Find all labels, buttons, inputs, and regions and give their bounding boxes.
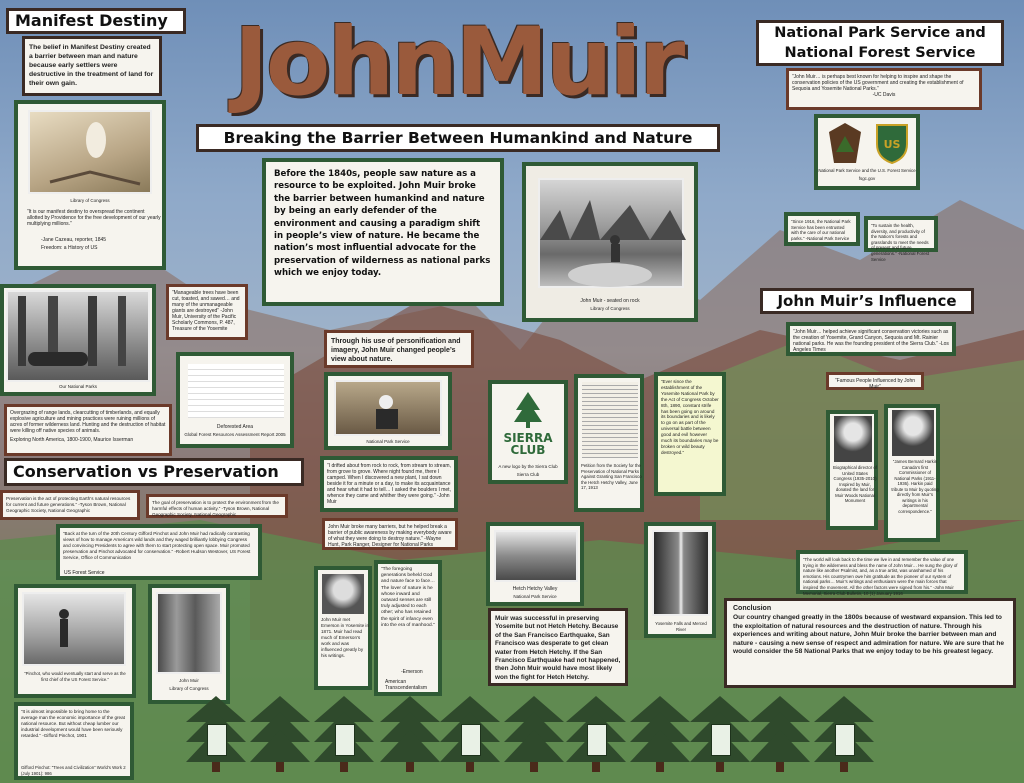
intro-panel — [262, 158, 504, 306]
emerson-text: John Muir met Emerson in Yosemite in 1871. Muir had read much of Emerson’s work and was influenced greatly by his writings. — [321, 617, 370, 658]
influence-heading: John Muir’s Influence — [760, 288, 974, 314]
conclusion-text: Our country changed greatly in the 1800s because of westward expansion. This led to the exploitation of natural resources and the destruction of nature. Through his experiences and writing about nature, John Muir broke the barrier between man and nature - causing a new sense of respect and admiration for nature. We are sure that he would consider the 58 National Parks that we enjoy today to be his greatest legacy. — [733, 614, 1005, 656]
deforested-source: Global Forest Resources Assessment Report 2005 — [184, 432, 286, 437]
conclusion-heading: Conclusion — [733, 605, 772, 612]
rock-to-rock-quote: “I drifted about from rock to rock, from stream to stream, from grove to grove. Where night found me, there I camped. When I discovered a new plant, I sat down beside it for a minute or a day, to make its acquaintance and hear what it had to tell… I asked the boulders I met, whence they came and whither they were going.” -John Muir — [327, 463, 451, 505]
kent-portrait — [834, 416, 872, 462]
famous-people-heading: “Famous People Influenced by John Muir” — [826, 372, 924, 390]
hetch-hetchy-photo-card — [486, 522, 584, 606]
painting-caption: Library of Congress — [70, 198, 110, 203]
emerson-portrait — [322, 574, 364, 614]
managed-trees-quote: “Manageable trees have been cut, toasted, and sawed… and many of the unmanageable giants are destroyed” -John Muir, University of the Pacific Scholarly Commons, P. 487, Treasure of the Yosemite — [166, 284, 248, 340]
kent-card — [826, 410, 878, 530]
logging-caption: Our National Parks — [58, 384, 97, 389]
logos-caption: National Park Service and the U.S. Forest Service — [818, 168, 916, 173]
manifest-destiny-heading: Manifest Destiny — [6, 8, 186, 34]
overgrazing-cite: Exploring North America, 1800-1900, Maurice Isserman — [10, 437, 134, 443]
yosemite-strife-quote: “Ever since the establishment of the Yosemite National Park by the Act of Congress October 8th, 1890, constant strife has been going on around its boundaries and is likely to go on as part of the universal battle between good and evil however much its boundaries may be broken or wild beauty destroyed.” — [661, 379, 719, 455]
pinchot-photo — [22, 592, 126, 666]
hetch-hetchy-body: Muir was successful in preserving Yosemite but not Hetch Hetchy. Because of the San Francisco Earthquake, San Francisco was desperate to get clean water from Hetch Hetchy. If the San Francisco Earthquake had not happened, then John Muir would have most likely won the fight for Hetch Hetchy. — [495, 615, 621, 681]
kent-text: Biographical director of United States Congress (1935-2010) Inspired by Muir, donated the land for Muir Woods National Monument — [833, 465, 877, 503]
muir-forest-source: Library of Congress — [169, 686, 209, 691]
petition-caption: Petition from the Society for the Preservation of National Parks Against Granting San Francisco the Hetch Hetchy Valley, June 17, 1913 — [581, 463, 642, 491]
logos-source: fsgc.gov — [858, 176, 876, 181]
hetch-source: National Park Service — [513, 594, 557, 599]
nps-nfs-logos-card — [814, 114, 920, 190]
petition-card — [574, 374, 644, 512]
svg-text:US: US — [883, 138, 901, 151]
nps-since-1916: “Since 1916, the National Park Service has been entrusted with the care of our national parks.” -National Park Service — [784, 212, 860, 246]
subtitle-banner: Breaking the Barrier Between Humankind and Nature — [196, 124, 720, 152]
la-times-quote: “John Muir… helped achieve significant conservation victories such as the creation of Yosemite, Grand Canyon, Sequoia and Mt. Rainier national parks. He was the founding president of the Sierra Club.” -Los Angeles Times — [786, 322, 956, 356]
nps-nfs-heading — [756, 20, 1004, 66]
muir-seated-photo — [538, 178, 684, 288]
emerson-quote: “The foregoing generations beheld God and nature face to face… The lover of nature is he whose inward and outward senses are still truly adjusted to each other; who has retained the spirit of infancy even into the era of manhood.” — [381, 567, 435, 628]
sierra-club-logo-text: SIERRA CLUB — [503, 431, 553, 457]
turn-of-century-text: “Back at the turn of the 20th Century Gifford Pinchot and John Muir had radically contrasting views of how to manage America’s wild lands and they waged brilliantly lobbying Congress and convincing Presidents to agree with them to start protecting open space. Muir promoted preservation and Pinchot advocated for conservation.” -Robert Hudson Westover, US Forest Service, Office of Communication — [63, 531, 251, 560]
hetch-hetchy-photo — [494, 530, 578, 582]
deforested-caption: Deforested Area — [216, 424, 254, 430]
hetch-hetchy-text — [488, 608, 628, 686]
emerson-quote-card — [374, 560, 442, 696]
harkin-card — [884, 404, 940, 542]
rock-landscape-icon — [540, 180, 686, 290]
pinchot-lumber-source: Gifford Pinchot: “Trees and Civilization” World’s Work 2 (July 1901): 986 — [21, 765, 126, 776]
logged-trees-icon — [8, 292, 152, 384]
uc-davis-quote — [786, 68, 982, 110]
conservation-heading: Conservation vs Preservation — [4, 458, 304, 486]
writing-figure-icon — [336, 382, 444, 438]
muir-forest-caption: John Muir — [179, 678, 199, 683]
personification-heading: Through his use of personification and imagery, John Muir changed people’s view about nature. — [324, 330, 474, 368]
world-look-back-quote: “The world will look back to the time we live in and remember the value of one trying in the wilderness and bless the name of John Muir… He sung the glory of nature like another Psalmist, and, as a true artist, was unashamed of his emotions. His countrymen owe him gratitude as the pioneer of our system of national parks… Muir’s writings and enthusiasm were the main forces that inspired the movement. All the other factors were signed from his.” -John Muir Memorial, Sierra Club Bulletin, 10 (1) January 1916 — [796, 550, 968, 594]
deforested-table-image — [188, 364, 284, 418]
manifest-quote: “It is our manifest destiny to overspread the continent allotted by Providence for the free development of our yearly multiplying millions.” — [27, 209, 161, 227]
uc-davis-cite: -UC Davis — [872, 92, 896, 98]
petition-document-image — [582, 382, 638, 458]
preservation-definition: Preservation is the act of protecting Earth’s natural resources for current and future generations.” -Tyson Brown, National Geographic Society, National Geographic — [0, 490, 140, 520]
preservation-goal: The goal of preservation is to protect the environment from the harmful effects of human activity.” -Tyson Brown, National Geographic Society, National Geographic — [146, 494, 288, 518]
nps-arrowhead-icon — [828, 122, 862, 164]
american-progress-painting — [28, 110, 152, 194]
logging-photo-card — [0, 284, 156, 396]
uc-davis-quote-text: “John Muir… is perhaps best known for helping to inspire and shape the conservation policies of the US government and creating the establishment of Sequoia and Yosemite National Parks.” — [792, 74, 964, 92]
deforested-card — [176, 352, 294, 448]
muir-desk-photo — [334, 380, 442, 436]
nfs-mission: “To sustain the health, diversity, and productivity of the Nation’s forests and grasslands to meet the needs of present and future generations.” -National Forest Service — [864, 216, 938, 252]
emerson-quote-cite: -Emerson — [401, 669, 423, 675]
pinchot-caption: “Pinchot, who would eventually start and serve as the first chief of the US Forest Service.” — [24, 671, 126, 682]
pinchot-lumber-quote — [14, 702, 134, 780]
nps-nfs-heading-text: National Park Service and National Forest Service — [774, 25, 986, 61]
sierra-logo-source: Sierra Club — [516, 472, 540, 477]
logging-photo — [6, 290, 150, 382]
falls-caption: Yosemite Falls and Merced River — [655, 621, 707, 632]
us-forest-service-label: US Forest Service — [64, 570, 105, 576]
pinchot-figure-icon — [24, 594, 128, 668]
muir-forest-photo — [156, 592, 222, 674]
emerson-card — [314, 566, 372, 690]
rock-source: Library of Congress — [590, 306, 630, 311]
yosemite-falls-card — [644, 522, 716, 638]
emerson-quote-source: American Transcendentalism — [385, 679, 428, 691]
us-forest-service-shield-icon — [874, 122, 910, 164]
harkin-portrait — [892, 410, 934, 456]
painting-figure-icon — [30, 112, 154, 196]
muir-desk-photo-card — [324, 372, 452, 450]
yosemite-strife-card — [654, 372, 726, 496]
conclusion-panel — [724, 598, 1016, 688]
manifest-belief-text: The belief in Manifest Destiny created a barrier between man and nature because early settlers were destructive in the treatment of land for their own gain. — [22, 36, 162, 96]
overgrazing-body: Overgrazing of range lands, clearcutting of timberlands, and equally explosive agriculture and mining practices were ruining millions of acres of former wilderness land. Hunting and the destruction of habitat were killing off native species of animals. — [10, 410, 166, 434]
harkin-text: “James Bernard Harkin Canada’s first Commissioner of National Parks (1911-1936). Harkin paid tribute to Muir by quoting directly from Muir’s writings in his departmental correspondence.” — [891, 459, 939, 514]
yosemite-falls-photo — [652, 530, 710, 616]
hetch-caption: Hetch Hetchy Valley — [512, 586, 558, 592]
manifest-painting-card — [14, 100, 166, 270]
manifest-quote-source: Freedom: a History of US — [41, 245, 98, 251]
sierra-tree-logo-icon — [508, 390, 548, 430]
pinchot-photo-card — [14, 584, 136, 698]
pinchot-lumber-text: “It is almost impossible to bring home to the average man the economic importance of the great national resource. But without cheap lumber our industrial development would have been seriously retarded.” -Gifford Pinchot, 1901 — [21, 709, 125, 738]
sierra-club-card — [488, 380, 568, 484]
sierra-logo-caption: A new logo by the Sierra Club — [498, 464, 558, 469]
main-title: JohnMuir — [233, 8, 683, 117]
manifest-quote-cite: -Jane Cazeau, reporter, 1845 — [41, 237, 107, 243]
rock-to-rock-quote-card — [320, 456, 458, 512]
muir-forest-photo-card — [148, 584, 230, 704]
intro-text: Before the 1840s, people saw nature as a resource to be exploited. John Muir broke the barrier between humankind and nature by being an early defender of the environment and causing a paradigm shift in people’s view of nature. He became the nation’s most influential advocate for the preservation of wilderness as national parks which we enjoy today. — [274, 169, 491, 279]
overgrazing-text — [4, 404, 172, 456]
muir-rock-photo-card — [522, 162, 698, 322]
rock-caption: John Muir - seated on rock — [580, 298, 640, 304]
desk-caption: National Park Service — [366, 439, 410, 444]
wayne-hunt-quote: John Muir broke many barriers, but he helped break a barrier of public awareness by making everybody aware of what they were doing to destroy nature.” -Wayne Hunt, Park Ranger, Designer for National Parks — [322, 518, 458, 550]
